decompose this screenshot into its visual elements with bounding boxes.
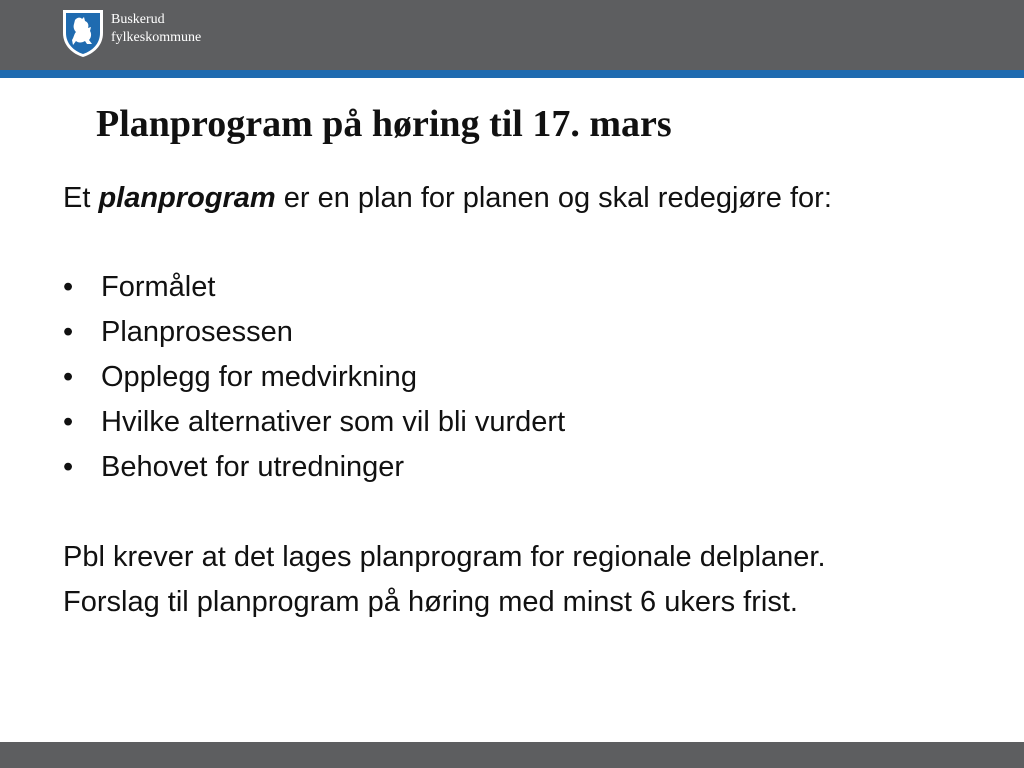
- lion-shield-icon: [60, 7, 106, 59]
- bullet-item: [63, 400, 993, 445]
- slide-title: Planprogram på høring til 17. mars: [96, 103, 672, 145]
- bullet-text: Planprosessen: [101, 316, 293, 348]
- closing-line: Pbl krever at det lages planprogram for regionale delplaner.: [63, 541, 826, 573]
- bullet-symbol: •: [63, 406, 74, 438]
- closing-line: Forslag til planprogram på høring med minst 6 ukers frist.: [63, 586, 798, 618]
- bullet-text: Behovet for utredninger: [101, 451, 405, 483]
- header-bar: [0, 0, 1024, 70]
- slide-body: [63, 176, 993, 625]
- footer-bar: [0, 742, 1024, 768]
- bullet-symbol: •: [63, 361, 74, 393]
- header-accent-stripe: [0, 70, 1024, 78]
- intro-emphasis: planprogram: [98, 182, 276, 214]
- logo-text: [111, 11, 201, 47]
- bullet-symbol: •: [63, 316, 74, 348]
- bullet-item: [63, 445, 993, 490]
- bullet-list: [63, 265, 993, 490]
- bullet-text: Hvilke alternativer som vil bli vurdert: [101, 406, 566, 438]
- logo: [60, 7, 240, 59]
- bullet-item: [63, 310, 993, 355]
- bullet-symbol: •: [63, 271, 74, 303]
- intro-suffix: er en plan for planen og skal redegjøre for:: [275, 182, 832, 214]
- bullet-item: [63, 265, 993, 310]
- intro-prefix: Et: [63, 182, 99, 214]
- closing-paragraph: [63, 535, 993, 625]
- logo-line-1: Buskerud: [111, 12, 165, 27]
- intro-paragraph: [63, 176, 993, 220]
- bullet-text: Formålet: [101, 271, 216, 303]
- bullet-text: Opplegg for medvirkning: [101, 361, 417, 393]
- bullet-item: [63, 355, 993, 400]
- logo-line-2: fylkeskommune: [111, 30, 202, 45]
- bullet-symbol: •: [63, 451, 74, 483]
